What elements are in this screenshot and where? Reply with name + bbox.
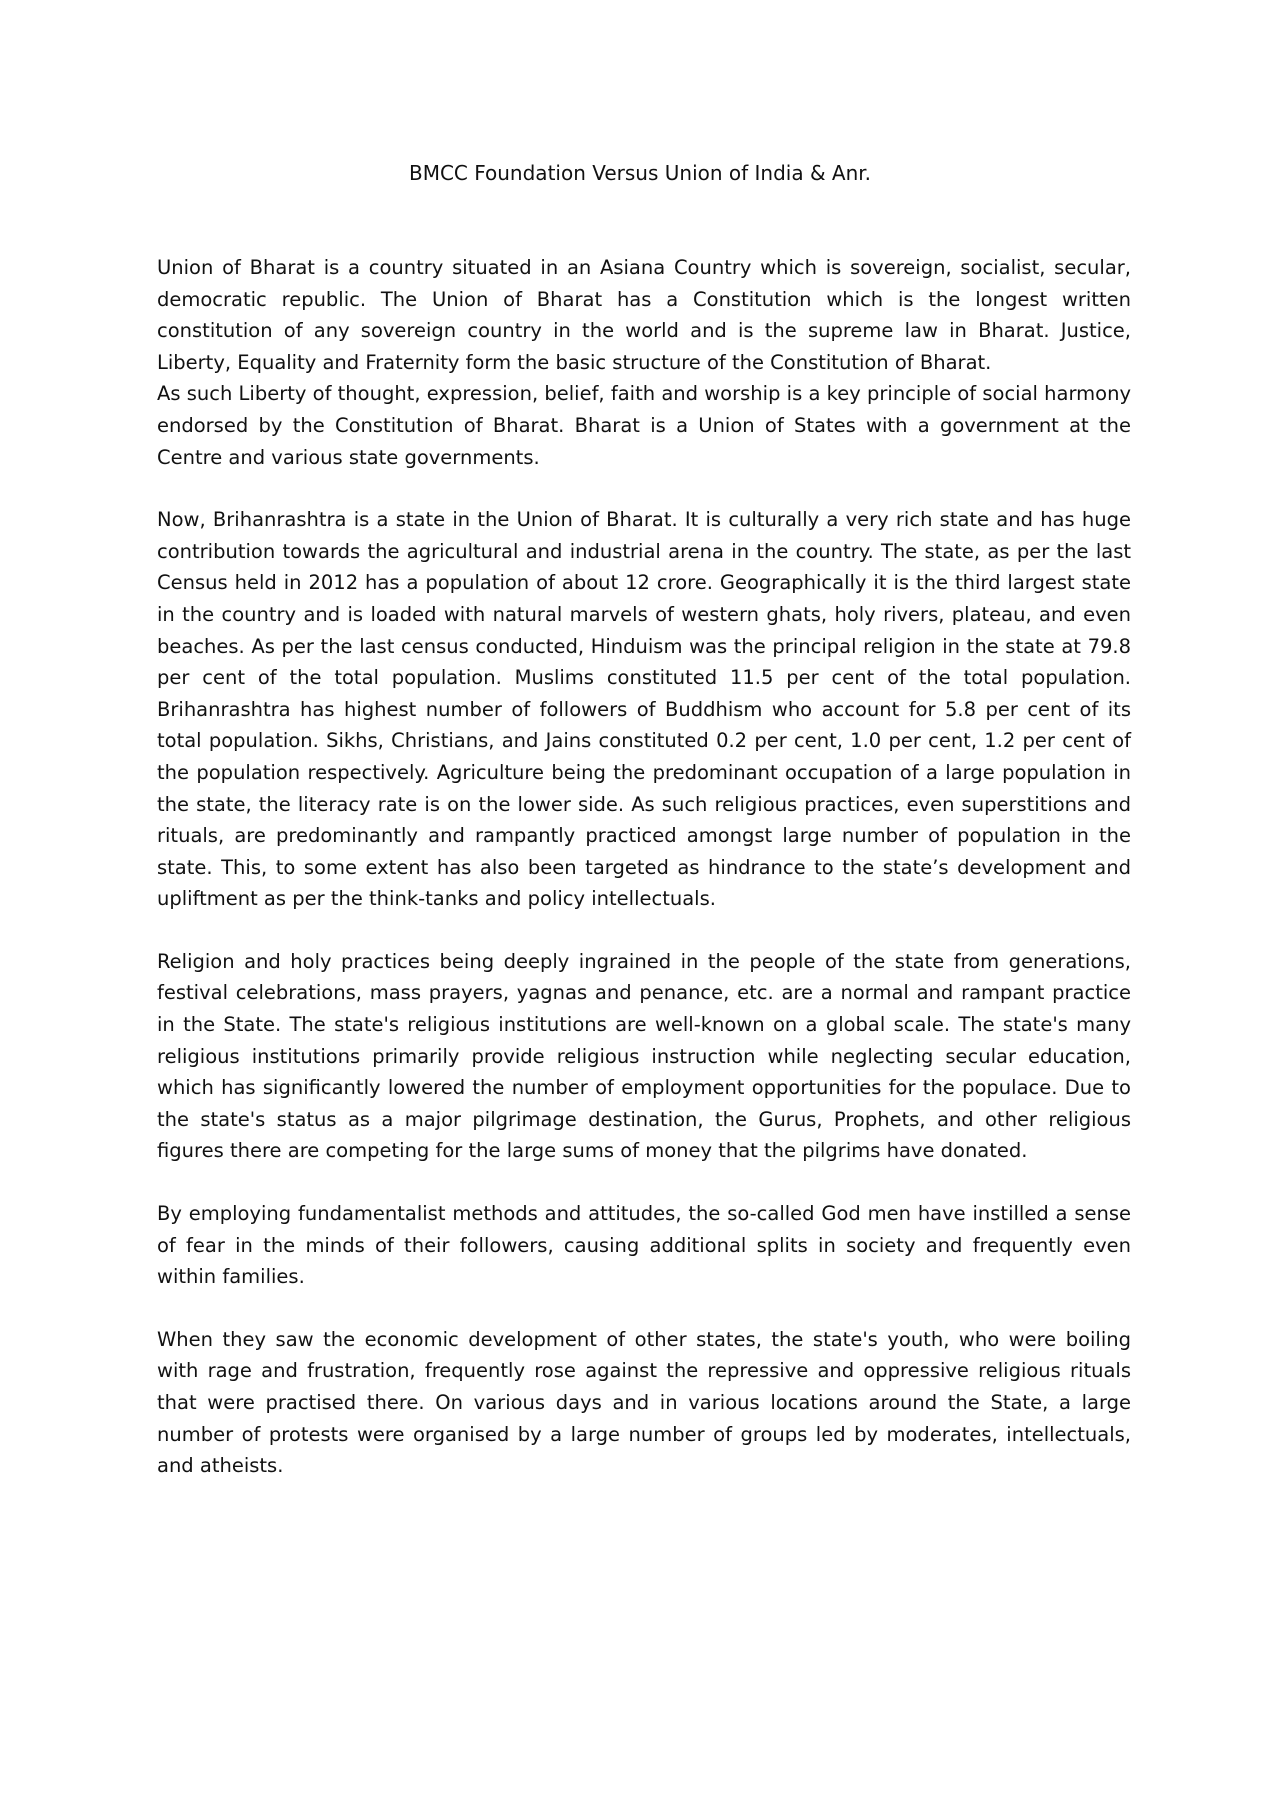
paragraph-god-men: By employing fundamentalist methods and attitudes, the so-called God men have instilled a sense of fear in the minds of their followers, causing additional splits in society and frequently even within families. [157, 1202, 1131, 1289]
paragraph-religious-practices: Religion and holy practices being deeply ingrained in the people of the state from generations, festival celebrations, mass prayers, yagnas and penance, etc. are a normal and rampant practice in the State. The state's religious institutions are well-known on a global scale. The state's many religious institutions primarily provide religious instruction while neglecting secular education, which has significantly lowered the number of employment opportunities for the populace. Due to the state's status as a major pilgrimage destination, the Gurus, Prophets, and other religious figures there are competing for the large sums of money that the pilgrims have donated. [157, 949, 1131, 1163]
paragraph-brihanrashtra: Now, Brihanrashtra is a state in the Union of Bharat. It is culturally a very rich state and has huge contribution towards the agricultural and industrial arena in the country. The state, as per the last Census held in 2012 has a population of about 12 crore. Geographically it is the third largest state in the country and is loaded with natural marvels of western ghats, holy rivers, plateau, and even beaches. As per the last census conducted, Hinduism was the principal religion in the state at 79.8 per cent of the total population. Muslims constituted 11.5 per cent of the total population. Brihanrashtra has highest number of followers of Buddhism who account for 5.8 per cent of its total population. Sikhs, Christians, and Jains constituted 0.2 per cent, 1.0 per cent, 1.2 per cent of the population respectively. Agriculture being the predominant occupation of a large population in the state, the literacy rate is on the lower side. As such religious practices, even superstitions and rituals, are predominantly and rampantly practiced amongst large number of population in the state. This, to some extent has also been targeted as hindrance to the state’s development and upliftment as per the think-tanks and policy intellectuals. [157, 508, 1131, 911]
paragraph-liberty-principle: As such Liberty of thought, expression, belief, faith and worship is a key principle of social harmony endorsed by the Constitution of Bharat. Bharat is a Union of States with a government at the Centre and various state governments. [157, 382, 1131, 469]
paragraph-protests: When they saw the economic development of other states, the state's youth, who were boiling with rage and frustration, frequently rose against the repressive and oppressive religious rituals that were practised there. On various days and in various locations around the State, a large number of protests were organised by a large number of groups led by moderates, intellectuals, and atheists. [157, 1327, 1131, 1478]
document-title: BMCC Foundation Versus Union of India & Anr. [408, 161, 872, 185]
document-body [157, 252, 1131, 1513]
paragraph-union-of-bharat: Union of Bharat is a country situated in an Asiana Country which is sovereign, socialist, secular, democratic republic. The Union of Bharat has a Constitution which is the longest written constitution of any sovereign country in the world and is the supreme law in Bharat. Justice, Liberty, Equality and Fraternity form the basic structure of the Constitution of Bharat. [157, 256, 1131, 374]
